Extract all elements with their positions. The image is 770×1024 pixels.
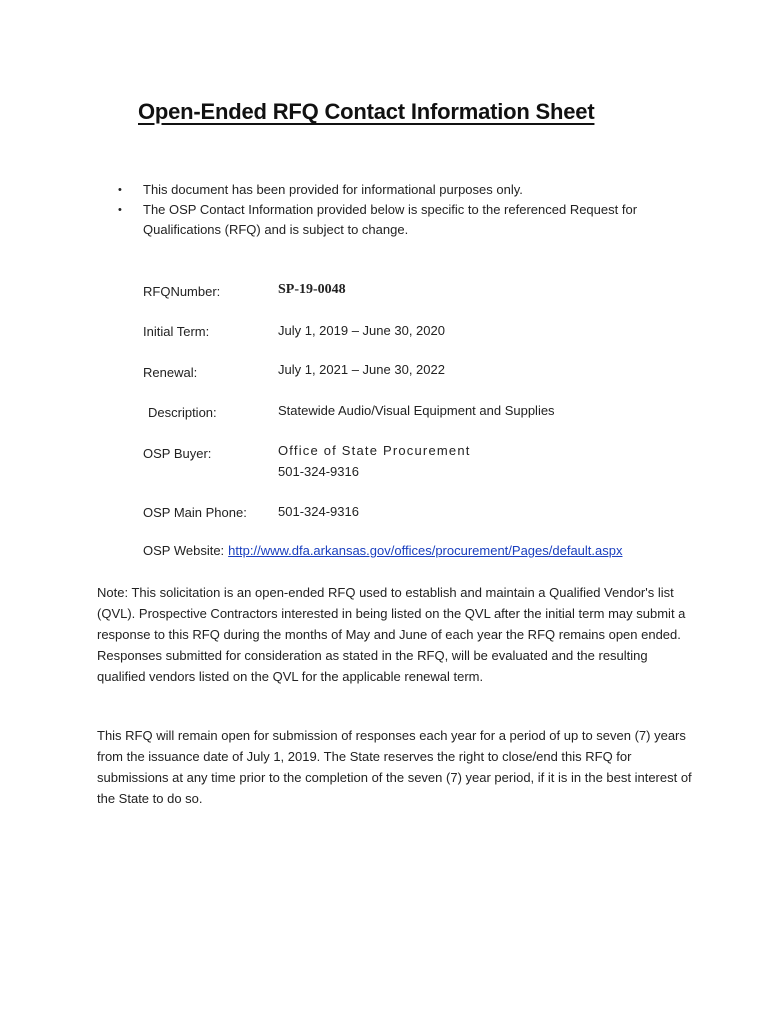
- initial-term-label: Initial Term:: [143, 324, 210, 339]
- osp-website-link[interactable]: http://www.dfa.arkansas.gov/offices/procurement/Pages/default.aspx: [228, 543, 623, 558]
- initial-term-value: July 1, 2019 – June 30, 2020: [278, 323, 445, 338]
- osp-buyer-label: OSP Buyer:: [143, 446, 212, 461]
- osp-website-row: [143, 543, 622, 558]
- bullet-item: [118, 200, 678, 240]
- bullet-item: [118, 180, 678, 200]
- note-paragraph: Note: This solicitation is an open-ended RFQ used to establish and maintain a Qualified Vendor's list (QVL). Prospective Contractors interested in being listed on the QVL after the initial term may submit a response to this RFQ during the months of May and June of each year the RFQ remains open ended. Responses submitted for consideration as stated in the RFQ, will be evaluated and the resulting qualified vendors listed on the QVL for the applicable renewal term.: [97, 585, 686, 684]
- description-label: Description:: [148, 405, 217, 420]
- rfq-number-value: SP-19-0048: [278, 282, 346, 297]
- osp-main-phone-value: 501-324-9316: [278, 504, 359, 519]
- document-title: Open-Ended RFQ Contact Information Sheet: [138, 99, 595, 124]
- bullet-text: The OSP Contact Information provided below is specific to the referenced Request for Qualifications (RFQ) and is subject to change.: [143, 202, 638, 237]
- bullet-text: This document has been provided for informational purposes only.: [143, 182, 523, 197]
- osp-buyer-phone: 501-324-9316: [278, 464, 359, 479]
- notice-bullet-list: [118, 180, 678, 240]
- renewal-label: Renewal:: [143, 365, 198, 380]
- osp-main-phone-label: OSP Main Phone:: [143, 505, 247, 520]
- renewal-value: July 1, 2021 – June 30, 2022: [278, 362, 445, 377]
- bullet-dot-icon: •: [118, 184, 122, 196]
- osp-buyer-name: Office of State Procurement: [278, 443, 471, 458]
- submission-period-paragraph: This RFQ will remain open for submission of responses each year for a period of up to seven (7) years from the issuance date of July 1, 2019. The State reserves the right to close/end this RFQ for submissions at any time prior to the completion of the seven (7) year period, if it is in the best interest of the State to do so.: [97, 728, 692, 806]
- rfq-number-label: RFQNumber:: [143, 284, 221, 299]
- description-value: Statewide Audio/Visual Equipment and Supplies: [278, 403, 555, 418]
- osp-website-label: OSP Website:: [143, 543, 225, 558]
- bullet-dot-icon: •: [118, 204, 122, 216]
